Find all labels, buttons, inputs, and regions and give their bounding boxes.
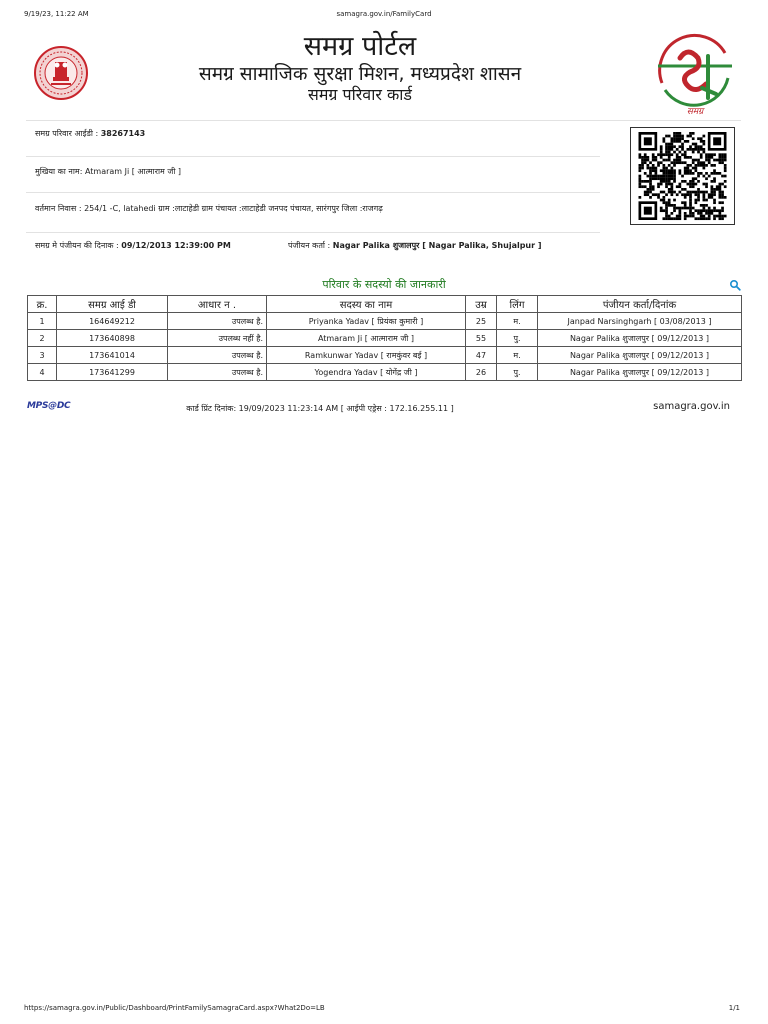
print-datetime: 9/19/23, 11:22 AM [24,10,89,18]
cell-gender: पु. [497,330,538,347]
page-subtitle: समग्र सामाजिक सुरक्षा मिशन, मध्यप्रदेश शासन [198,63,522,85]
family-id-value: 38267143 [100,129,146,138]
mp-government-emblem-icon [33,45,89,101]
cell-age: 47 [466,347,497,364]
qr-code-icon [630,127,735,225]
col-samagra-id: समग्र आई डी [57,296,168,313]
col-sno: क्र. [28,296,57,313]
site-name: samagra.gov.in [653,401,730,412]
cell-sno: 3 [28,347,57,364]
reg-date-value: 09/12/2013 12:39:00 PM [121,241,231,250]
reg-date-label: समग्र मे पंजीयन की दिनाक : [35,241,119,250]
table-header-row [28,296,742,313]
divider [26,120,741,121]
cell-sno: 1 [28,313,57,330]
head-label: मुखिया का नाम: [35,167,83,176]
col-gender: लिंग [497,296,538,313]
cell-aadhaar: उपलब्ध है. [168,313,267,330]
cell-samagra-id: 164649212 [57,313,168,330]
cell-aadhaar: उपलब्ध है. [168,347,267,364]
address-label: वर्तमान निवास : [35,204,82,213]
members-section-title: परिवार के सदस्यो की जानकारी [322,278,446,291]
cell-samagra-id: 173640898 [57,330,168,347]
divider [26,156,600,157]
family-id-row [35,128,145,139]
cell-registrar: Nagar Palika शुजालपुर [ 09/12/2013 ] [538,364,742,381]
address-value: 254/1 -C, latahedi ग्राम :लाटाहेडी ग्राम पंचायत :लाटाहेडी जनपद पंचायत, सारंगपुर जिला :राजगढ़ [84,204,383,213]
head-row [35,166,181,177]
registrar-value: Nagar Palika शुजालपुर [ Nagar Palika, Shujalpur ] [332,241,542,250]
address-row [35,203,383,214]
cell-samagra-id: 173641299 [57,364,168,381]
registrar-label: पंजीयन कर्ता : [288,241,331,250]
search-icon[interactable] [729,279,741,291]
col-name: सदस्य का नाम [267,296,466,313]
print-url: samagra.gov.in/FamilyCard [336,10,432,18]
cell-age: 26 [466,364,497,381]
cell-sno: 2 [28,330,57,347]
cell-aadhaar: उपलब्ध है. [168,364,267,381]
logo-text: समग्र [686,107,704,117]
print-footer-url: https://samagra.gov.in/Public/Dashboard/PrintFamilySamagraCard.aspx?What2Do=LB [24,1004,325,1012]
family-id-label: समग्र परिवार आईडी : [35,129,99,138]
cell-registrar: Janpad Narsinghgarh [ 03/08/2013 ] [538,313,742,330]
cell-gender: म. [497,347,538,364]
cell-gender: पु. [497,364,538,381]
print-page-number: 1/1 [728,1004,740,1012]
cell-name: Priyanka Yadav [ प्रियंका कुमारी ] [267,313,466,330]
table-row [28,330,742,347]
table-row [28,347,742,364]
cell-age: 55 [466,330,497,347]
table-row [28,313,742,330]
cell-registrar: Nagar Palika शुजालपुर [ 09/12/2013 ] [538,347,742,364]
page-title: समग्र पोर्टल [303,31,417,62]
col-registrar: पंजीयन कर्ता/दिनांक [538,296,742,313]
registrar-row [288,240,542,251]
divider [26,192,600,193]
divider [26,232,600,233]
head-value: Atmaram Ji [ आत्माराम जी ] [84,167,182,176]
cell-registrar: Nagar Palika शुजालपुर [ 09/12/2013 ] [538,330,742,347]
samagra-logo-icon [650,28,740,118]
cell-sno: 4 [28,364,57,381]
card-title: समग्र परिवार कार्ड [308,85,412,104]
members-table [27,295,742,381]
cell-name: Yogendra Yadav [ योगेंद्र जी ] [267,364,466,381]
cell-gender: म. [497,313,538,330]
col-aadhaar: आधार न . [168,296,267,313]
mpsedc-logo: MPS@DC [27,401,71,411]
cell-age: 25 [466,313,497,330]
card-print-info: कार्ड प्रिंट दिनांक: 19/09/2023 11:23:14 AM [ आईपी एड्रेस : 172.16.255.11 ] [186,404,454,413]
registration-row [35,240,231,251]
cell-name: Ramkunwar Yadav [ रामकुंवर बई ] [267,347,466,364]
cell-name: Atmaram Ji [ आत्माराम जी ] [267,330,466,347]
cell-samagra-id: 173641014 [57,347,168,364]
col-age: उम्र [466,296,497,313]
table-row [28,364,742,381]
cell-aadhaar: उपलब्ध नहीं है. [168,330,267,347]
